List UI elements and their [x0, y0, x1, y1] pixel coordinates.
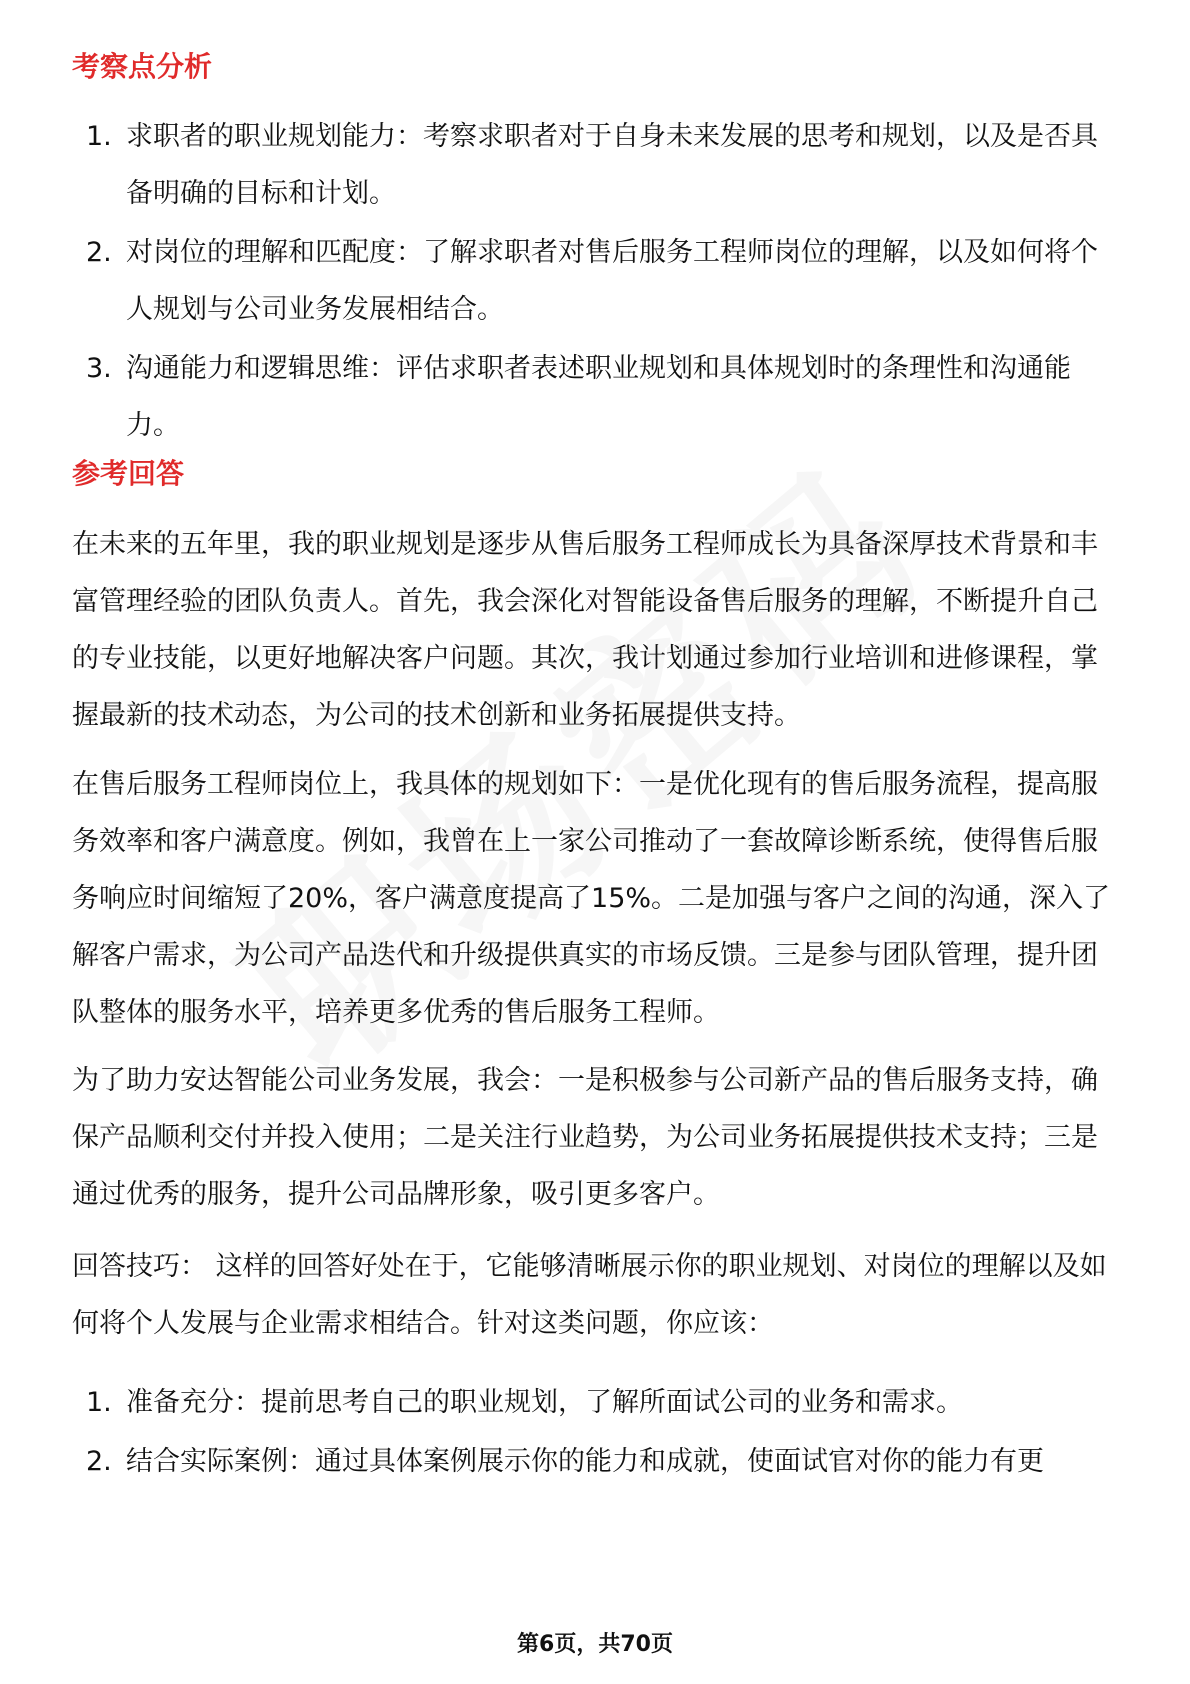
section-title-answer: 参考回答 [72, 457, 185, 490]
list-item-text: 准备充分：提前思考自己的职业规划，了解所面试公司的业务和需求。 [126, 1387, 963, 1418]
list-item-text: 求职者的职业规划能力：考察求职者对于自身未来发展的思考和规划，以及是否具备明确的目标和计划。 [126, 121, 1098, 209]
list-item-number: 2. [86, 237, 112, 268]
analysis-list [72, 108, 1122, 456]
answer-paragraph: 在售后服务工程师岗位上，我具体的规划如下：一是优化现有的售后服务流程，提高服务效率和客户满意度。例如，我曾在上一家公司推动了一套故障诊断系统，使得售后服务响应时间缩短了20%，客户满意度提高了15%。二是加强与客户之间的沟通，深入了解客户需求，为公司产品迭代和升级提供真实的市场反馈。三是参与团队管理，提升团队整体的服务水平，培养更多优秀的售后服务工程师。 [72, 769, 1111, 1028]
list-item [72, 224, 1122, 338]
answer-paragraph: 为了助力安达智能公司业务发展，我会：一是积极参与公司新产品的售后服务支持，确保产品顺利交付并投入使用；二是关注行业趋势，为公司业务拓展提供技术支持；三是通过优秀的服务，提升公司品牌形象，吸引更多客户。 [72, 1065, 1098, 1210]
list-item-text: 沟通能力和逻辑思维：评估求职者表述职业规划和具体规划时的条理性和沟通能力。 [126, 353, 1071, 441]
list-item [72, 108, 1122, 222]
answer-paragraph: 在未来的五年里，我的职业规划是逐步从售后服务工程师成长为具备深厚技术背景和丰富管理经验的团队负责人。首先，我会深化对智能设备售后服务的理解，不断提升自己的专业技能，以更好地解决客户问题。其次，我计划通过参加行业培训和进修课程，掌握最新的技术动态，为公司的技术创新和业务拓展提供支持。 [72, 529, 1098, 731]
tips-intro-paragraph: 回答技巧： 这样的回答好处在于，它能够清晰展示你的职业规划、对岗位的理解以及如何将个人发展与企业需求相结合。针对这类问题，你应该： [72, 1251, 1107, 1339]
list-item-text: 结合实际案例：通过具体案例展示你的能力和成就，使面试官对你的能力有更 [126, 1446, 1044, 1477]
tips-list [72, 1374, 1122, 1492]
list-item-number: 3. [86, 353, 112, 384]
list-item-number: 2. [86, 1446, 112, 1477]
list-item-text: 对岗位的理解和匹配度：了解求职者对售后服务工程师岗位的理解，以及如何将个人规划与公司业务发展相结合。 [126, 237, 1098, 325]
page-footer: 第6页，共70页 [517, 1632, 673, 1657]
list-item [72, 340, 1122, 454]
section-title-analysis: 考察点分析 [72, 50, 213, 83]
list-item-number: 1. [86, 121, 112, 152]
list-item-number: 1. [86, 1387, 112, 1418]
list-item [72, 1374, 1122, 1431]
list-item [72, 1433, 1122, 1490]
